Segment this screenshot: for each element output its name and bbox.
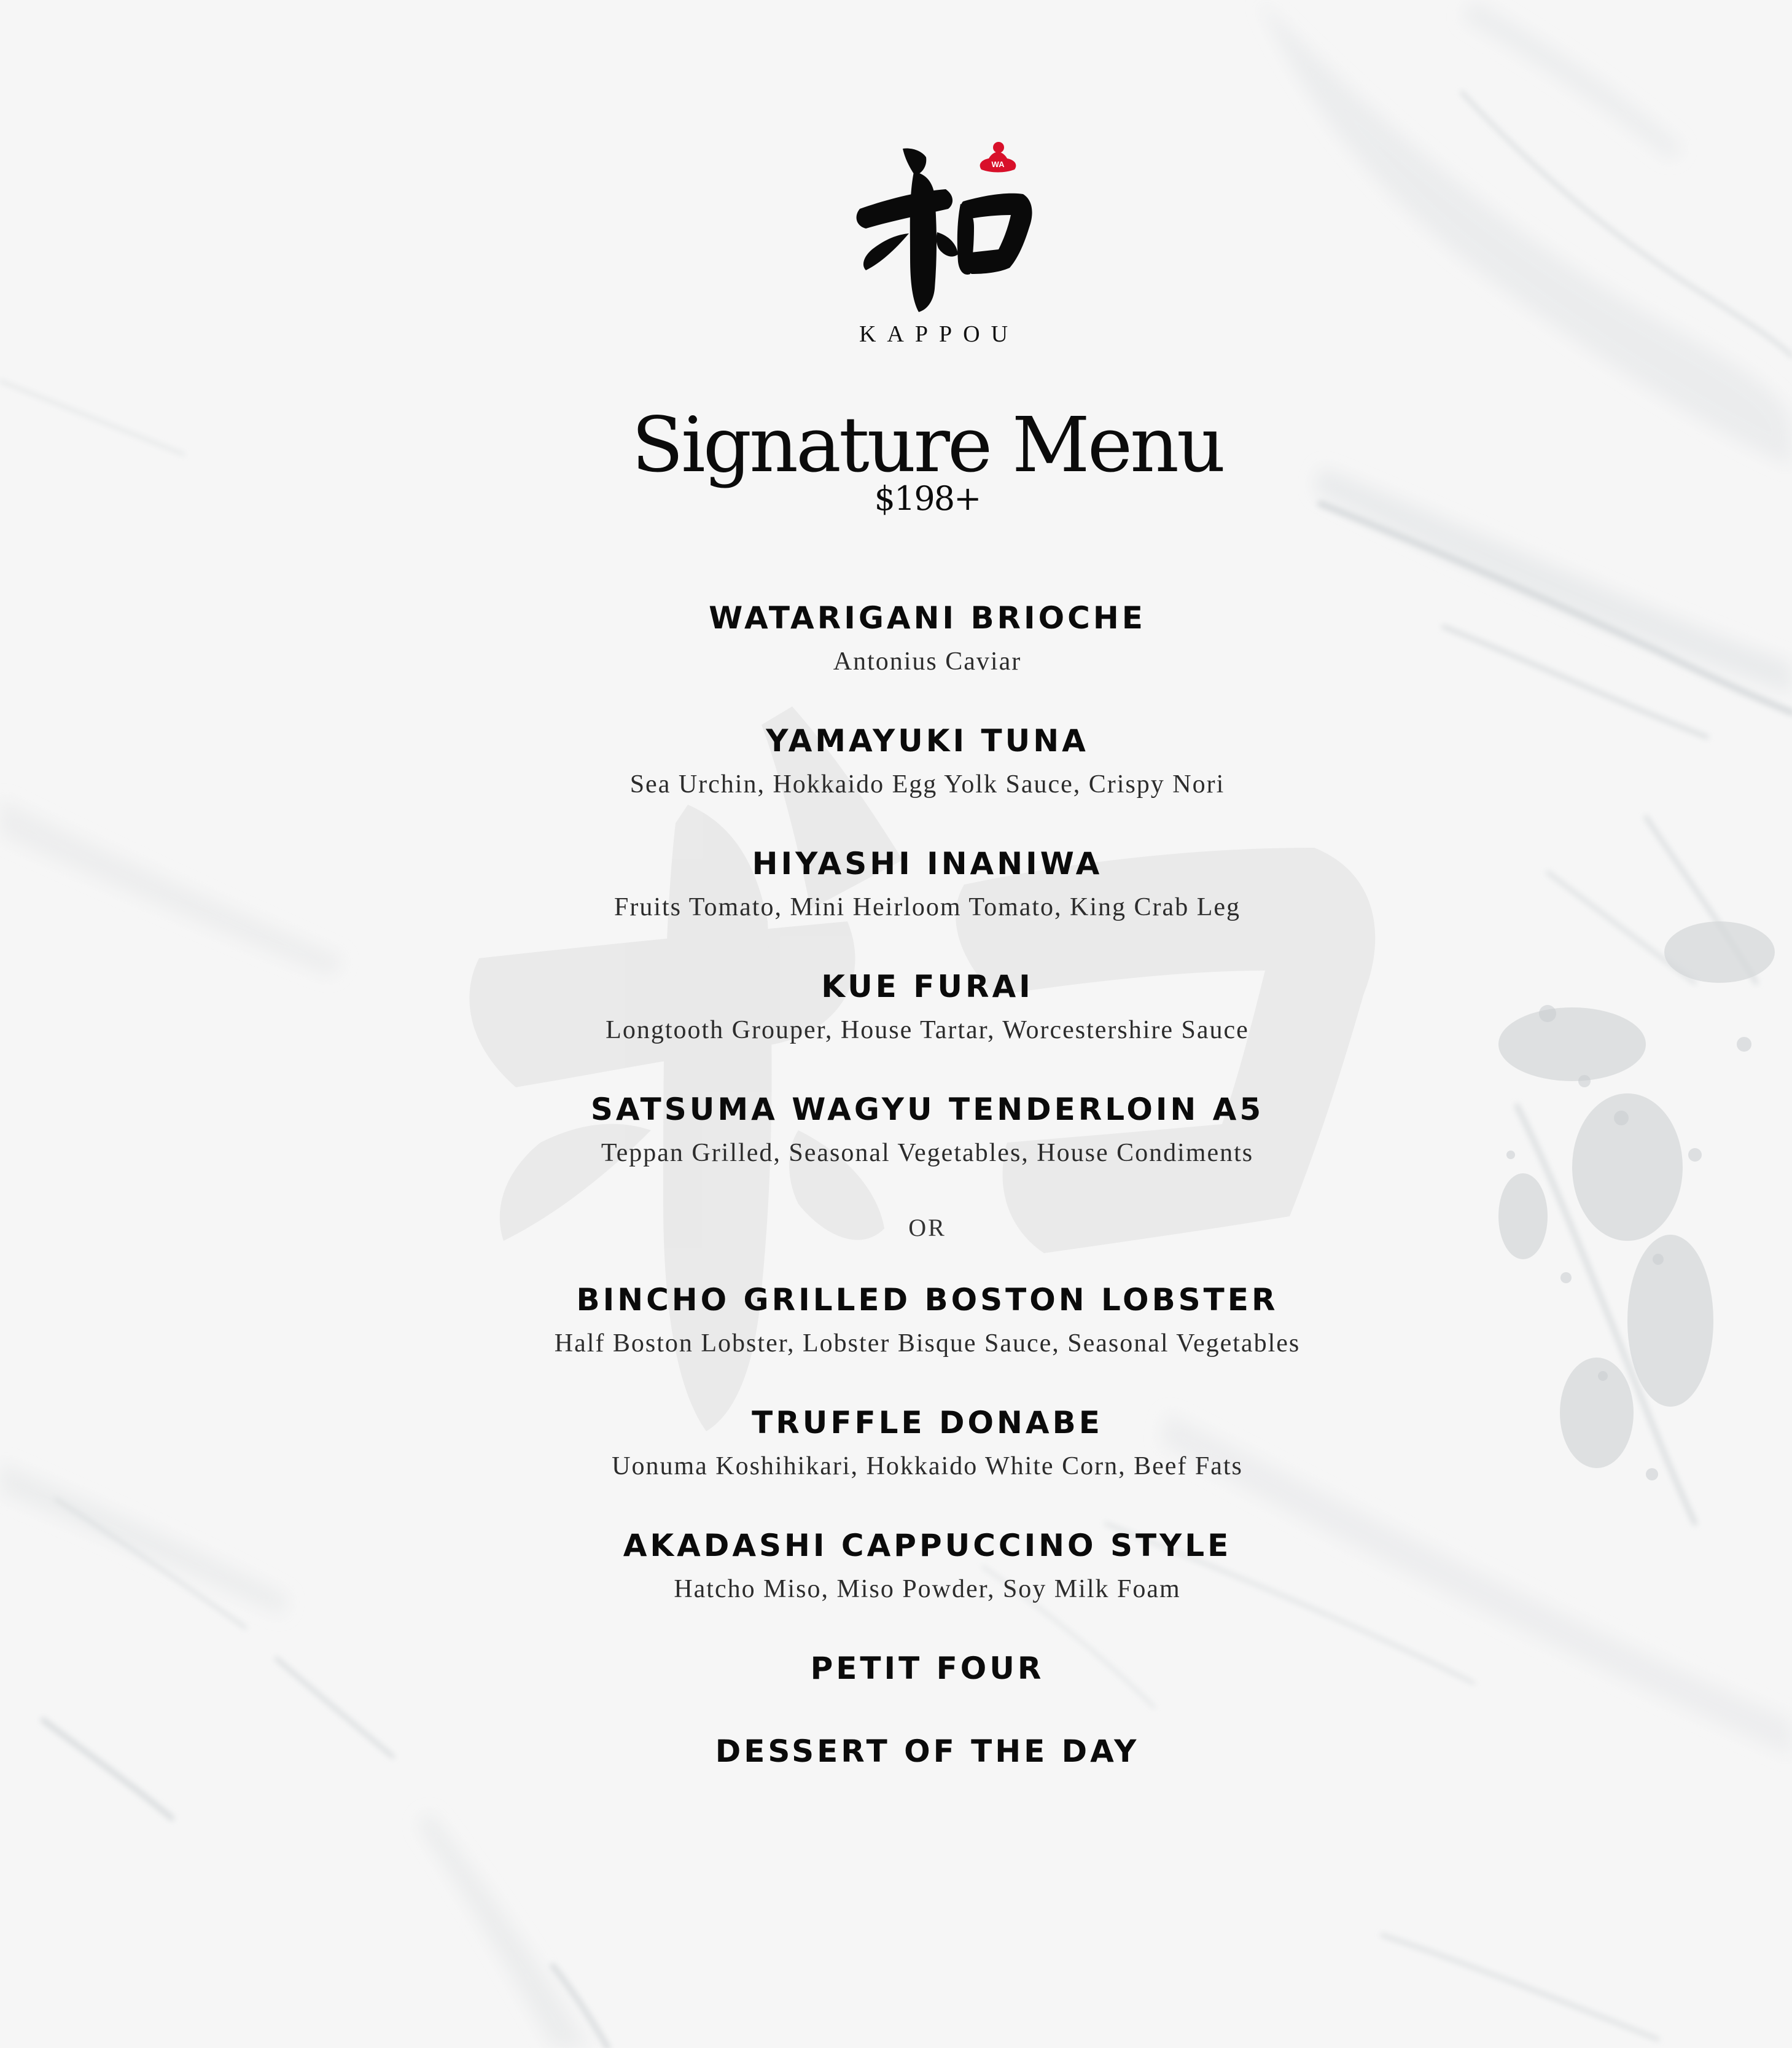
course-name: WATARIGANI BRIOCHE (709, 600, 1146, 636)
course-item (0, 967, 1792, 1047)
menu-price: $198+ (874, 479, 981, 518)
course-name: SATSUMA WAGYU TENDERLOIN A5 (590, 1092, 1264, 1127)
course-item (0, 1649, 1792, 1687)
svg-text:WA: WA (991, 160, 1005, 169)
course-name: PETIT FOUR (810, 1651, 1045, 1686)
menu-title: Signature Menu (631, 401, 1223, 490)
course-item (0, 1090, 1792, 1170)
course-description: Uonuma Koshihikari, Hokkaido White Corn, Beef Fats (612, 1452, 1243, 1480)
course-name: DESSERT OF THE DAY (715, 1733, 1140, 1769)
course-description: Sea Urchin, Hokkaido Egg Yolk Sauce, Crispy Nori (629, 770, 1225, 799)
course-name: BINCHO GRILLED BOSTON LOBSTER (576, 1282, 1279, 1318)
course-name: HIYASHI INANIWA (752, 846, 1103, 881)
course-item (0, 599, 1792, 679)
course-item (0, 1281, 1792, 1361)
kappou-logo (823, 123, 1044, 356)
course-description: Hatcho Miso, Miso Powder, Soy Milk Foam (674, 1575, 1181, 1603)
course-description: Teppan Grilled, Seasonal Vegetables, House Condiments (601, 1139, 1254, 1167)
course-item (0, 845, 1792, 924)
seal-icon (980, 142, 1016, 173)
course-item (0, 1404, 1792, 1483)
course-name: KUE FURAI (821, 969, 1034, 1004)
course-description: Longtooth Grouper, House Tartar, Worcestershire Sauce (606, 1016, 1249, 1044)
brand-wordmark: KAPPOU (859, 321, 1019, 347)
course-description: Antonius Caviar (833, 647, 1022, 676)
course-item (0, 1732, 1792, 1770)
course-name: AKADASHI CAPPUCCINO STYLE (623, 1528, 1232, 1563)
course-item (0, 722, 1792, 802)
or-divider: OR (908, 1214, 946, 1241)
course-description: Half Boston Lobster, Lobster Bisque Sauce, Seasonal Vegetables (554, 1329, 1301, 1358)
course-item (0, 1526, 1792, 1606)
course-name: YAMAYUKI TUNA (766, 723, 1089, 759)
course-name: TRUFFLE DONABE (752, 1405, 1103, 1440)
wa-kanji-brush-logo (823, 123, 1044, 319)
course-description: Fruits Tomato, Mini Heirloom Tomato, King Crab Leg (614, 893, 1241, 921)
